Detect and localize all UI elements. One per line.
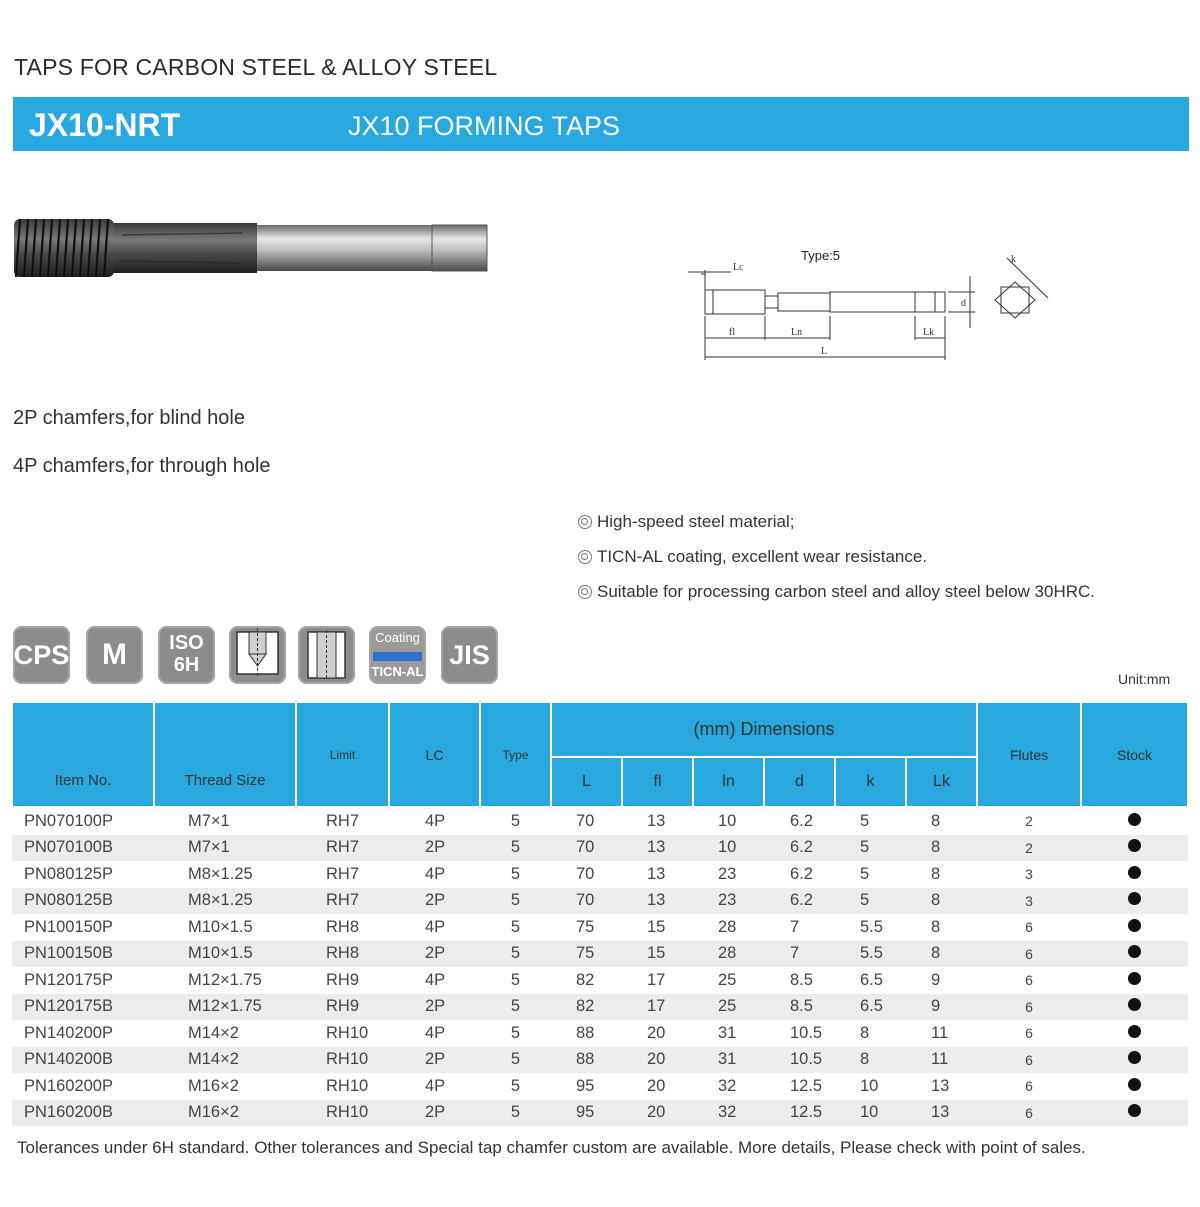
cell-dim-ln: 23 bbox=[718, 864, 737, 883]
cell-dim-fl: 17 bbox=[647, 970, 666, 989]
cell-dim-ln: 28 bbox=[693, 941, 764, 968]
cell-dim-l: 70 bbox=[576, 811, 595, 830]
cell-dim-d: 6.2 bbox=[790, 864, 813, 883]
cell-dim-d: 7 bbox=[764, 941, 835, 968]
cell-stock bbox=[1081, 1020, 1188, 1047]
header-l: L bbox=[551, 757, 622, 807]
cell-dim-fl: 20 bbox=[622, 1047, 693, 1074]
cell-stock bbox=[1081, 1073, 1188, 1100]
through-hole-icon bbox=[298, 626, 355, 684]
cell-dim-lk: 9 bbox=[931, 970, 941, 989]
cell-limit: RH10 bbox=[326, 1023, 369, 1042]
in-stock-dot-icon bbox=[1128, 1104, 1141, 1117]
cell-dim-lk: 8 bbox=[931, 864, 941, 883]
cell-dim-fl: 13 bbox=[647, 864, 666, 883]
cell-dim-l: 88 bbox=[576, 1023, 595, 1042]
cell-limit: RH7 bbox=[326, 864, 360, 883]
cell-dim-lk: 8 bbox=[931, 917, 941, 936]
cell-dim-lk: 13 bbox=[906, 1100, 977, 1127]
cell-thread-size: M7×1 bbox=[154, 835, 296, 862]
cell-item-no: PN070100B bbox=[12, 835, 154, 862]
in-stock-dot-icon bbox=[1128, 998, 1141, 1011]
cell-limit: RH8 bbox=[326, 917, 360, 936]
cell-flutes: 6 bbox=[977, 941, 1081, 968]
header-k: k bbox=[835, 757, 906, 807]
cell-dim-ln: 32 bbox=[693, 1100, 764, 1127]
cell-item-no: PN100150B bbox=[12, 941, 154, 968]
cell-dim-l: 75 bbox=[551, 941, 622, 968]
table-row bbox=[12, 1073, 1188, 1100]
cell-stock bbox=[1081, 1047, 1188, 1074]
cell-type: 5 bbox=[510, 917, 521, 936]
product-name: JX10 FORMING TAPS bbox=[348, 111, 621, 141]
cell-dim-lk: 8 bbox=[906, 835, 977, 862]
cell-item-no: PN160200B bbox=[12, 1100, 154, 1127]
spec-table-body bbox=[12, 807, 1188, 1126]
cell-dim-ln: 23 bbox=[693, 888, 764, 915]
cell-type: 5 bbox=[510, 1023, 521, 1042]
cell-dim-k: 5 bbox=[860, 811, 870, 830]
cell-type: 5 bbox=[510, 970, 521, 989]
cell-dim-lk: 8 bbox=[906, 941, 977, 968]
blind-hole-icon bbox=[229, 626, 286, 684]
in-stock-dot-icon bbox=[1128, 813, 1141, 826]
cell-thread-size: M12×1.75 bbox=[154, 994, 296, 1021]
spec-table bbox=[11, 701, 1189, 1126]
cell-thread-size: M14×2 bbox=[188, 1023, 239, 1042]
header-fl: fl bbox=[622, 757, 693, 807]
cell-dim-k: 5 bbox=[835, 835, 906, 862]
cell-type: 5 bbox=[510, 811, 521, 830]
iso-6h-badge: ISO 6H bbox=[158, 626, 215, 684]
cell-item-no: PN070100P bbox=[24, 811, 113, 830]
cell-type: 5 bbox=[480, 1100, 551, 1127]
cell-flutes: 2 bbox=[1025, 813, 1033, 830]
cell-type: 5 bbox=[480, 941, 551, 968]
cell-thread-size: M16×2 bbox=[154, 1100, 296, 1127]
header-flutes: Flutes bbox=[977, 702, 1081, 807]
cell-item-no: PN080125P bbox=[24, 864, 113, 883]
table-row bbox=[12, 807, 1188, 835]
cell-item-no: PN080125B bbox=[12, 888, 154, 915]
table-row bbox=[12, 1020, 1188, 1047]
cell-stock bbox=[1081, 994, 1188, 1021]
cell-flutes: 6 bbox=[1025, 972, 1033, 989]
cell-dim-l: 75 bbox=[576, 917, 595, 936]
in-stock-dot-icon bbox=[1128, 1051, 1141, 1064]
cell-item-no: PN140200B bbox=[12, 1047, 154, 1074]
cps-badge: CPS bbox=[13, 626, 70, 684]
cell-flutes: 3 bbox=[1025, 866, 1033, 883]
cell-dim-k: 5 bbox=[835, 888, 906, 915]
cell-dim-d: 8.5 bbox=[790, 970, 813, 989]
cell-dim-ln: 31 bbox=[718, 1023, 737, 1042]
cell-dim-fl: 15 bbox=[647, 917, 666, 936]
double-circle-icon bbox=[578, 515, 592, 529]
table-row bbox=[12, 1100, 1188, 1127]
table-row bbox=[12, 1047, 1188, 1074]
feature-item: Suitable for processing carbon steel and alloy steel below 30HRC. bbox=[578, 582, 1095, 602]
in-stock-dot-icon bbox=[1128, 945, 1141, 958]
cell-stock bbox=[1081, 967, 1188, 994]
cell-lc: 4P bbox=[425, 970, 446, 989]
tap-product-image bbox=[12, 215, 492, 285]
cell-stock bbox=[1081, 914, 1188, 941]
header-dimensions: (mm) Dimensions bbox=[551, 702, 977, 757]
cell-dim-k: 5.5 bbox=[860, 917, 883, 936]
cell-thread-size: M14×2 bbox=[154, 1047, 296, 1074]
cell-type: 5 bbox=[480, 994, 551, 1021]
in-stock-dot-icon bbox=[1128, 892, 1141, 905]
cell-dim-ln: 32 bbox=[718, 1076, 737, 1095]
category-title: TAPS FOR CARBON STEEL & ALLOY STEEL bbox=[14, 54, 498, 80]
cell-dim-d: 6.2 bbox=[790, 811, 813, 830]
cell-dim-ln: 25 bbox=[693, 994, 764, 1021]
cell-flutes: 3 bbox=[977, 888, 1081, 915]
cell-dim-fl: 20 bbox=[622, 1100, 693, 1127]
cell-flutes: 6 bbox=[1025, 1025, 1033, 1042]
header-limit: Limit bbox=[296, 702, 389, 807]
cell-dim-k: 6.5 bbox=[860, 970, 883, 989]
cell-lc: 2P bbox=[389, 888, 480, 915]
cell-type: 5 bbox=[510, 1076, 521, 1095]
cell-type: 5 bbox=[480, 1047, 551, 1074]
table-row bbox=[12, 941, 1188, 968]
cell-lc: 4P bbox=[425, 864, 446, 883]
cell-dim-d: 12.5 bbox=[790, 1076, 823, 1095]
cell-dim-d: 10.5 bbox=[764, 1047, 835, 1074]
cell-limit: RH9 bbox=[326, 970, 360, 989]
in-stock-dot-icon bbox=[1128, 1025, 1141, 1038]
footnote: Tolerances under 6H standard. Other tolerances and Special tap chamfer custom are available. More details, Please check with point of sales. bbox=[17, 1138, 1086, 1157]
diagram-ln-label: Ln bbox=[791, 327, 803, 338]
feature-item: High-speed steel material; bbox=[578, 512, 794, 532]
cell-limit: RH10 bbox=[296, 1047, 389, 1074]
cell-dim-k: 10 bbox=[860, 1076, 879, 1095]
cell-dim-lk: 11 bbox=[906, 1047, 977, 1074]
cell-flutes: 6 bbox=[977, 994, 1081, 1021]
cell-dim-d: 8.5 bbox=[764, 994, 835, 1021]
cell-item-no: PN160200P bbox=[24, 1076, 113, 1095]
in-stock-dot-icon bbox=[1128, 839, 1141, 852]
cell-item-no: PN100150P bbox=[24, 917, 113, 936]
cell-limit: RH7 bbox=[296, 835, 389, 862]
cell-dim-d: 6.2 bbox=[764, 888, 835, 915]
cell-lc: 2P bbox=[389, 941, 480, 968]
cell-limit: RH10 bbox=[296, 1100, 389, 1127]
coating-color-bar bbox=[373, 652, 422, 661]
cell-type: 5 bbox=[510, 864, 521, 883]
cell-dim-l: 82 bbox=[551, 994, 622, 1021]
cell-thread-size: M8×1.25 bbox=[154, 888, 296, 915]
cell-item-no: PN120175B bbox=[12, 994, 154, 1021]
cell-dim-ln: 10 bbox=[718, 811, 737, 830]
cell-dim-fl: 13 bbox=[622, 888, 693, 915]
cell-dim-ln: 10 bbox=[693, 835, 764, 862]
coating-ticn-al-badge: Coating TICN-AL bbox=[369, 626, 426, 684]
cell-dim-d: 7 bbox=[790, 917, 800, 936]
cell-flutes: 2 bbox=[977, 835, 1081, 862]
cell-dim-ln: 25 bbox=[718, 970, 737, 989]
cell-dim-k: 8 bbox=[835, 1047, 906, 1074]
cell-item-no: PN120175P bbox=[24, 970, 113, 989]
table-row bbox=[12, 835, 1188, 862]
table-row bbox=[12, 914, 1188, 941]
header-thread-size: Thread Size bbox=[154, 702, 296, 807]
cell-stock bbox=[1081, 888, 1188, 915]
cell-dim-l: 95 bbox=[576, 1076, 595, 1095]
table-row bbox=[12, 967, 1188, 994]
feature-item: TICN-AL coating, excellent wear resistance. bbox=[578, 547, 927, 567]
cell-lc: 2P bbox=[389, 1047, 480, 1074]
cell-dim-d: 6.2 bbox=[764, 835, 835, 862]
diagram-lc-label: Lc bbox=[733, 262, 744, 273]
cell-thread-size: M12×1.75 bbox=[188, 970, 262, 989]
cell-type: 5 bbox=[480, 835, 551, 862]
jis-badge: JIS bbox=[441, 626, 498, 684]
cell-dim-l: 70 bbox=[551, 835, 622, 862]
diagram-k-label: k bbox=[1011, 254, 1016, 265]
cell-dim-fl: 15 bbox=[622, 941, 693, 968]
cell-flutes: 6 bbox=[1025, 1078, 1033, 1095]
tap-dimension-diagram bbox=[683, 240, 1063, 365]
cell-dim-d: 12.5 bbox=[764, 1100, 835, 1127]
header-lc: LC bbox=[389, 702, 480, 807]
cell-lc: 2P bbox=[389, 835, 480, 862]
diagram-l-label: L bbox=[821, 346, 828, 357]
unit-label: Unit:mm bbox=[1118, 671, 1171, 687]
cell-dim-k: 5 bbox=[860, 864, 870, 883]
diagram-type-label: Type:5 bbox=[801, 248, 841, 263]
table-row bbox=[12, 861, 1188, 888]
cell-dim-fl: 20 bbox=[647, 1023, 666, 1042]
cell-thread-size: M8×1.25 bbox=[188, 864, 253, 883]
cell-dim-fl: 13 bbox=[622, 835, 693, 862]
table-row bbox=[12, 994, 1188, 1021]
cell-thread-size: M10×1.5 bbox=[188, 917, 253, 936]
cell-item-no: PN140200P bbox=[24, 1023, 113, 1042]
cell-lc: 4P bbox=[425, 1076, 446, 1095]
header-d: d bbox=[764, 757, 835, 807]
cell-flutes: 6 bbox=[977, 1100, 1081, 1127]
product-banner bbox=[13, 97, 1189, 151]
product-code: JX10-NRT bbox=[29, 107, 181, 143]
in-stock-dot-icon bbox=[1128, 1078, 1141, 1091]
cell-dim-d: 10.5 bbox=[790, 1023, 823, 1042]
cell-dim-k: 6.5 bbox=[835, 994, 906, 1021]
cell-dim-l: 95 bbox=[551, 1100, 622, 1127]
cell-thread-size: M16×2 bbox=[188, 1076, 239, 1095]
m-badge: M bbox=[86, 626, 143, 684]
double-circle-icon bbox=[578, 550, 592, 564]
cell-dim-lk: 9 bbox=[906, 994, 977, 1021]
header-lk: Lk bbox=[906, 757, 977, 807]
cell-stock bbox=[1081, 861, 1188, 888]
cell-flutes: 6 bbox=[977, 1047, 1081, 1074]
cell-lc: 2P bbox=[389, 994, 480, 1021]
cell-flutes: 6 bbox=[1025, 919, 1033, 936]
cell-dim-lk: 8 bbox=[906, 888, 977, 915]
cell-lc: 2P bbox=[389, 1100, 480, 1127]
cell-dim-lk: 13 bbox=[931, 1076, 950, 1095]
cell-dim-k: 5.5 bbox=[835, 941, 906, 968]
cell-dim-ln: 28 bbox=[718, 917, 737, 936]
diagram-fl-label: fl bbox=[729, 327, 736, 338]
diagram-lk-label: Lk bbox=[923, 327, 935, 338]
cell-limit: RH7 bbox=[326, 811, 360, 830]
cell-dim-lk: 11 bbox=[931, 1023, 949, 1042]
header-type: Type bbox=[480, 702, 551, 807]
header-ln: ln bbox=[693, 757, 764, 807]
cell-lc: 4P bbox=[425, 917, 446, 936]
chamfer-note-blind: 2P chamfers,for blind hole bbox=[13, 407, 245, 429]
cell-dim-ln: 31 bbox=[693, 1047, 764, 1074]
cell-dim-l: 70 bbox=[576, 864, 595, 883]
cell-dim-lk: 8 bbox=[931, 811, 941, 830]
diagram-d-label: d bbox=[961, 298, 966, 309]
in-stock-dot-icon bbox=[1128, 919, 1141, 932]
cell-lc: 4P bbox=[425, 1023, 446, 1042]
table-row bbox=[12, 888, 1188, 915]
cell-limit: RH10 bbox=[326, 1076, 369, 1095]
cell-limit: RH8 bbox=[296, 941, 389, 968]
cell-dim-l: 70 bbox=[551, 888, 622, 915]
cell-stock bbox=[1081, 807, 1188, 835]
cell-dim-fl: 20 bbox=[647, 1076, 666, 1095]
in-stock-dot-icon bbox=[1128, 972, 1141, 985]
cell-dim-l: 88 bbox=[551, 1047, 622, 1074]
cell-dim-k: 10 bbox=[835, 1100, 906, 1127]
cell-stock bbox=[1081, 941, 1188, 968]
cell-limit: RH7 bbox=[296, 888, 389, 915]
in-stock-dot-icon bbox=[1128, 866, 1141, 879]
chamfer-note-through: 4P chamfers,for through hole bbox=[13, 455, 271, 477]
cell-dim-l: 82 bbox=[576, 970, 595, 989]
cell-thread-size: M10×1.5 bbox=[154, 941, 296, 968]
header-item-no: Item No. bbox=[12, 702, 154, 807]
double-circle-icon bbox=[578, 585, 592, 599]
cell-dim-fl: 17 bbox=[622, 994, 693, 1021]
cell-dim-k: 8 bbox=[860, 1023, 870, 1042]
cell-type: 5 bbox=[480, 888, 551, 915]
cell-stock bbox=[1081, 835, 1188, 862]
cell-thread-size: M7×1 bbox=[188, 811, 230, 830]
header-stock: Stock bbox=[1081, 702, 1188, 807]
cell-lc: 4P bbox=[425, 811, 446, 830]
cell-dim-fl: 13 bbox=[647, 811, 666, 830]
cell-stock bbox=[1081, 1100, 1188, 1127]
cell-limit: RH9 bbox=[296, 994, 389, 1021]
